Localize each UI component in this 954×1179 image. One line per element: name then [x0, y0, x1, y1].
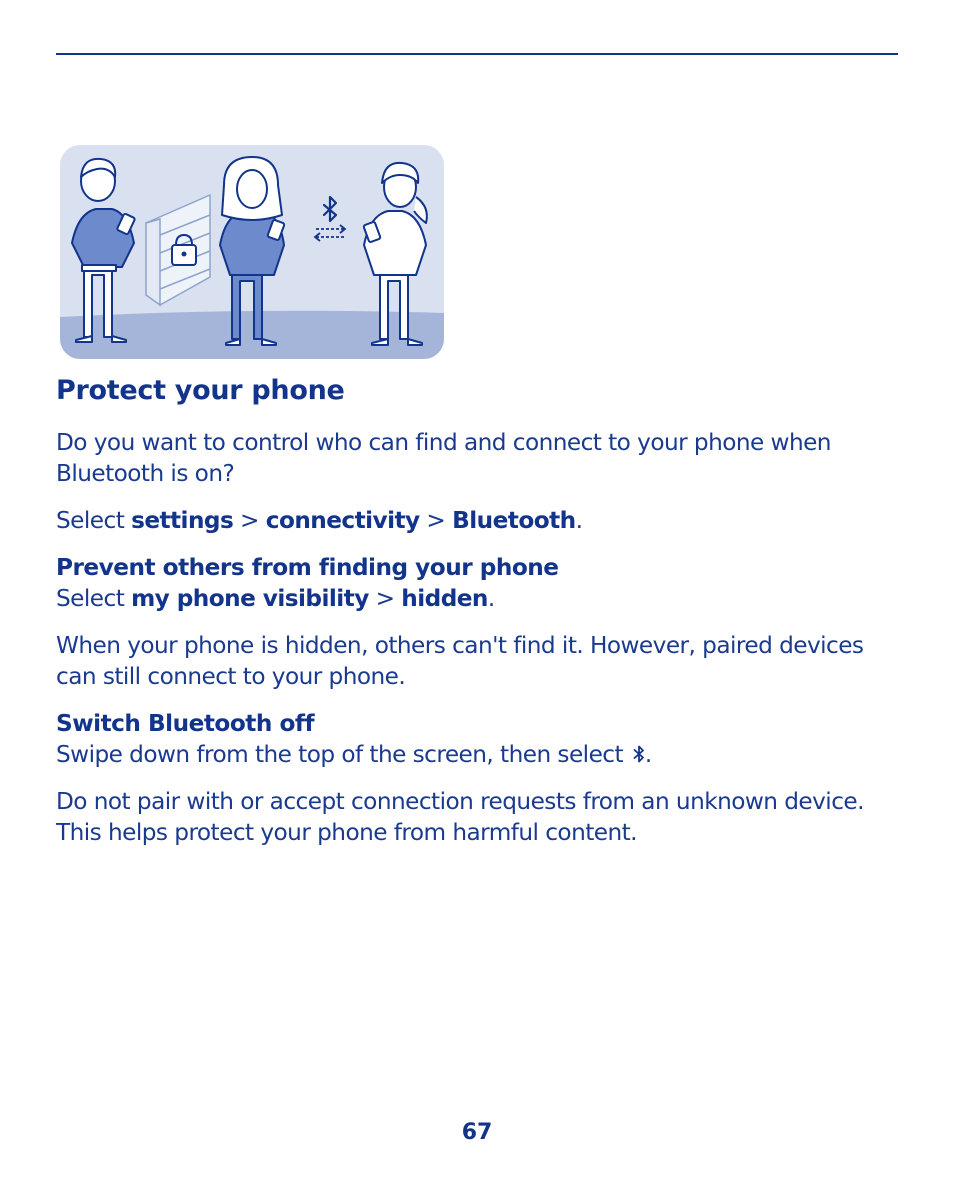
- page-title: Protect your phone: [56, 375, 345, 406]
- menu-bluetooth: Bluetooth: [452, 507, 576, 534]
- period: .: [575, 507, 583, 534]
- switch-off-text: Swipe down from the top of the screen, then select: [56, 741, 630, 768]
- prevent-title: Prevent others from finding your phone: [56, 554, 559, 581]
- period: .: [487, 585, 495, 612]
- bluetooth-illustration: [60, 145, 444, 359]
- select-prefix: Select: [56, 585, 132, 612]
- switch-off-paragraph: [56, 739, 906, 770]
- prevent-paragraph: [56, 583, 906, 614]
- main-content: [56, 373, 906, 848]
- page-number: 67: [461, 1120, 493, 1145]
- bluetooth-icon: [633, 744, 645, 764]
- select-path-paragraph: [56, 505, 906, 536]
- menu-connectivity: connectivity: [265, 507, 420, 534]
- separator: >: [419, 507, 453, 534]
- separator: >: [233, 507, 266, 534]
- menu-my-phone-visibility: my phone visibility: [131, 585, 369, 612]
- top-rule: [56, 53, 898, 55]
- menu-settings: settings: [131, 507, 234, 534]
- select-prefix: Select: [56, 507, 132, 534]
- intro-paragraph: Do you want to control who can find and connect to your phone when Bluetooth is on?: [56, 429, 831, 487]
- switch-off-title: Switch Bluetooth off: [56, 710, 315, 737]
- hidden-note-paragraph: When your phone is hidden, others can't find it. However, paired devices can still connect to your phone.: [56, 632, 864, 690]
- period: .: [644, 741, 652, 768]
- menu-hidden: hidden: [401, 585, 488, 612]
- separator: >: [368, 585, 402, 612]
- warning-paragraph: Do not pair with or accept connection requests from an unknown device. This helps protect your phone from harmful content.: [56, 788, 864, 846]
